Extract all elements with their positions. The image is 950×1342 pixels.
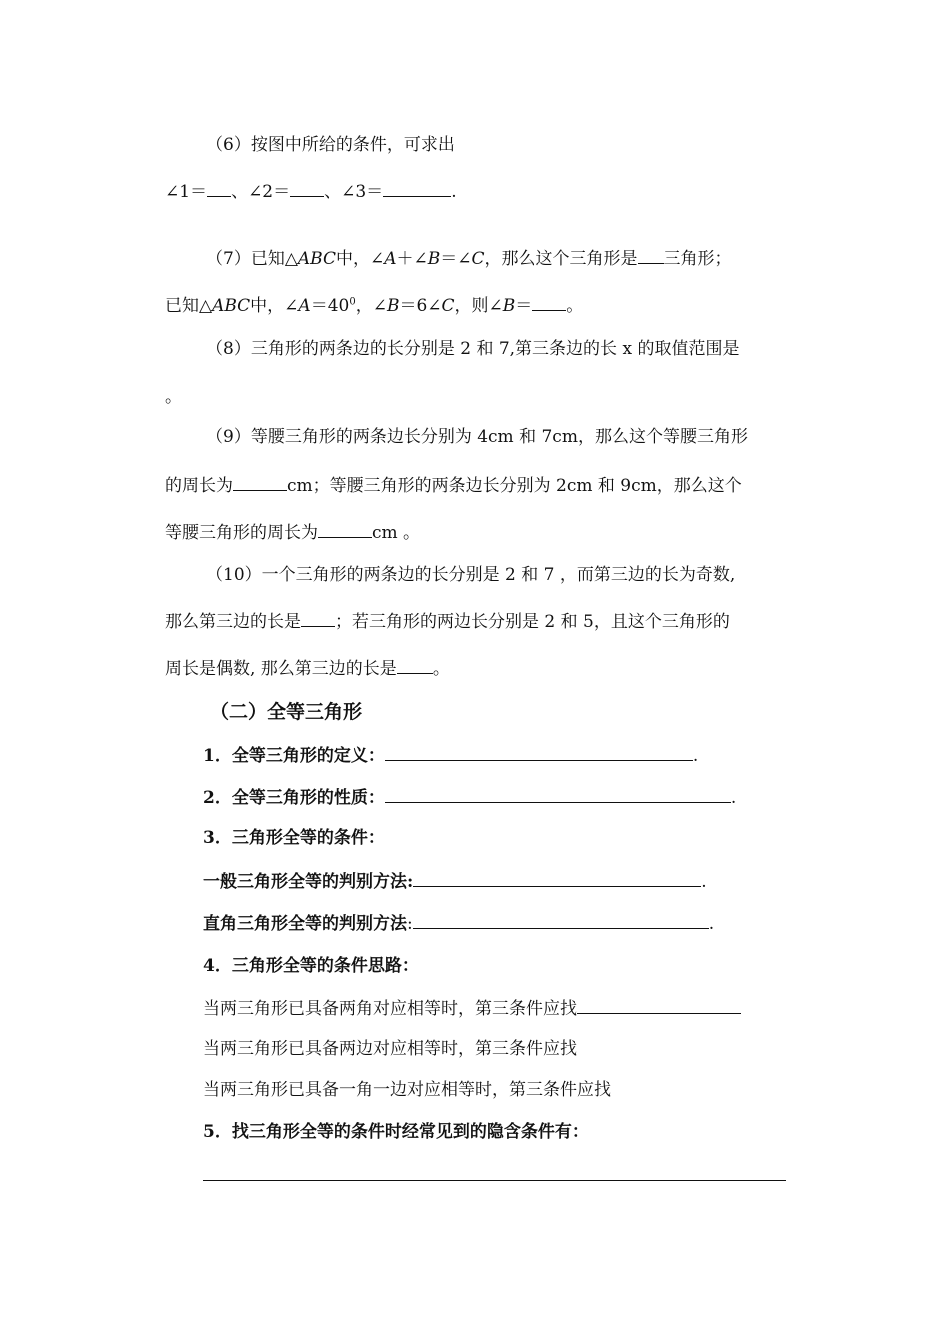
text: 三角形； — [663, 249, 732, 269]
q7-angle-b-blank[interactable] — [532, 294, 566, 311]
q9-perimeter-blank-2[interactable] — [318, 521, 372, 538]
text: 。 — [432, 659, 450, 679]
right-method-blank[interactable] — [413, 912, 709, 929]
text: 中，∠ — [335, 249, 385, 269]
q9-perimeter-blank-1[interactable] — [233, 474, 287, 491]
q10-third-side-blank-1[interactable] — [301, 610, 335, 627]
q6-intro: （6）按图中所给的条件，可求出 — [206, 135, 455, 155]
q6-angle2-blank[interactable] — [290, 180, 324, 197]
case-3: 当两三角形已具备一角一边对应相等时，第三条件应找 — [203, 1080, 611, 1100]
property-blank[interactable] — [385, 786, 731, 803]
text: cm；等腰三角形的两条边长分别为 2cm 和 9cm，那么这个 — [287, 476, 742, 496]
text: ；若三角形的两边长分别是 2 和 5，且这个三角形的 — [335, 612, 730, 632]
q6-sep: 、 — [324, 182, 342, 202]
case-1-blank[interactable] — [577, 997, 741, 1014]
case-2: 当两三角形已具备两边对应相等时，第三条件应找 — [203, 1039, 577, 1059]
item-label: 直角三角形全等的判别方法 — [203, 914, 407, 934]
angle-a: A — [384, 249, 397, 269]
q8-line1: （8）三角形的两条边的长分别是 2 和 7,第三条边的长 x 的取值范围是 — [206, 339, 740, 359]
general-method-blank[interactable] — [413, 870, 701, 887]
angle-a: A — [298, 296, 311, 316]
angle-b: B — [427, 249, 441, 269]
q10-line3 — [165, 657, 450, 680]
text: （7）已知△ — [206, 249, 298, 269]
text: : — [407, 914, 413, 934]
hidden-conditions-blank[interactable] — [203, 1180, 786, 1181]
right-method — [203, 912, 714, 935]
q6-end: . — [451, 182, 457, 202]
q9-line1: （9）等腰三角形的两条边长分别为 4cm 和 7cm，那么这个等腰三角形 — [206, 427, 748, 447]
q8-line2: 。 — [165, 387, 182, 407]
q10-third-side-blank-2[interactable] — [397, 657, 433, 674]
item-4: 4．三角形全等的条件思路： — [203, 956, 419, 976]
text: 已知△ — [165, 296, 213, 316]
q6-angle3-blank[interactable] — [383, 180, 451, 197]
text: 当两三角形已具备两角对应相等时，第三条件应找 — [203, 999, 577, 1019]
q9-line2 — [165, 474, 742, 497]
general-method — [203, 870, 707, 893]
q6-angle1-blank[interactable] — [207, 180, 231, 197]
text: 的周长为 — [165, 476, 233, 496]
text: 中，∠ — [250, 296, 299, 316]
item-label: 1．全等三角形的定义： — [203, 746, 385, 766]
q6-answers — [165, 180, 457, 203]
text: . — [708, 914, 715, 934]
item-1 — [203, 744, 698, 767]
definition-blank[interactable] — [385, 744, 693, 761]
text: 等腰三角形的周长为 — [165, 523, 318, 543]
text: ＝∠ — [440, 249, 472, 269]
item-label: 2．全等三角形的性质： — [203, 788, 385, 808]
text: . — [692, 746, 699, 766]
text: ＝6∠ — [399, 296, 442, 316]
angle-c: C — [441, 296, 455, 316]
text: ，则∠ — [454, 296, 503, 316]
q9-line3 — [165, 521, 420, 544]
text: . — [701, 872, 707, 892]
item-label: 一般三角形全等的判别方法: — [203, 872, 414, 892]
item-3: 3．三角形全等的条件： — [203, 828, 385, 848]
degree-superscript: 0 — [349, 296, 356, 308]
q10-line2 — [165, 610, 730, 633]
text: ，那么这个三角形是 — [484, 249, 638, 269]
case-1 — [203, 997, 741, 1020]
text: 。 — [566, 296, 584, 316]
angle-c: C — [471, 249, 485, 269]
q7-line2 — [165, 294, 583, 317]
q6-sep: 、 — [231, 182, 249, 202]
text: ＝40 — [310, 296, 350, 316]
item-2 — [203, 786, 736, 809]
text: ＋∠ — [396, 249, 428, 269]
section-title: （二）全等三角形 — [210, 701, 363, 723]
q6-angle2-label: ∠2＝ — [248, 182, 291, 202]
q6-angle1-label: ∠1＝ — [165, 182, 208, 202]
triangle-name: ABC — [297, 249, 336, 269]
text: 周长是偶数, 那么第三边的长是 — [165, 659, 397, 679]
text: cm 。 — [372, 523, 421, 543]
text: 那么第三边的长是 — [165, 612, 301, 632]
q10-line1: （10）一个三角形的两条边的长分别是 2 和 7 ，而第三边的长为奇数, — [206, 565, 736, 585]
item-5: 5．找三角形全等的条件时经常见到的隐含条件有： — [203, 1122, 589, 1142]
text: . — [730, 788, 737, 808]
text: ＝ — [515, 296, 533, 316]
q7-type-blank[interactable] — [638, 247, 664, 264]
q6-angle3-label: ∠3＝ — [341, 182, 384, 202]
triangle-name: ABC — [212, 296, 251, 316]
angle-b: B — [502, 296, 516, 316]
q7-line1 — [206, 247, 732, 270]
angle-b: B — [386, 296, 400, 316]
text: ，∠ — [355, 296, 387, 316]
